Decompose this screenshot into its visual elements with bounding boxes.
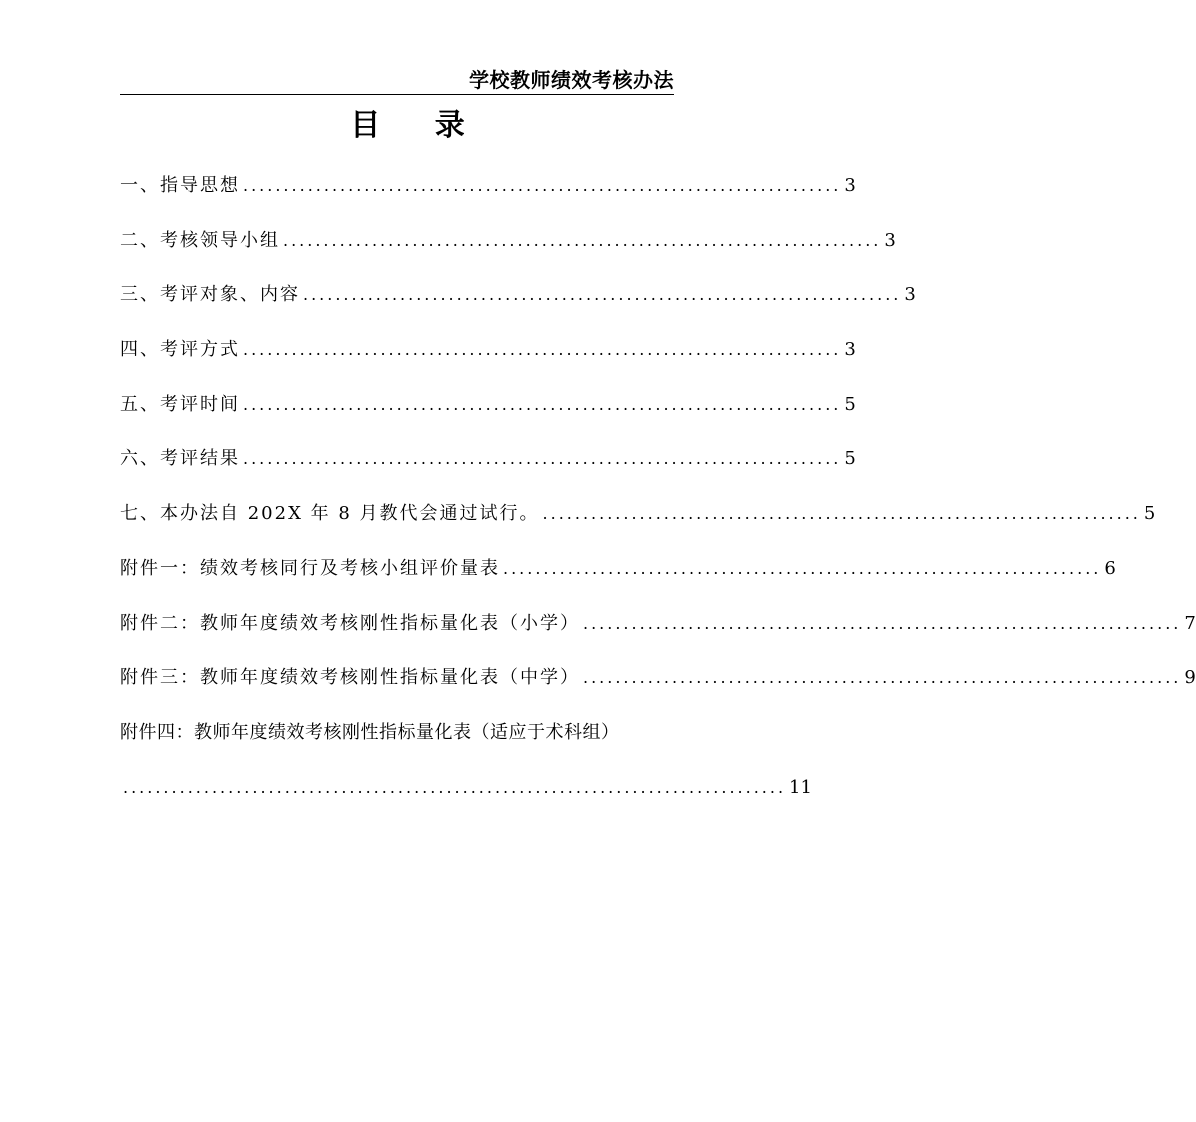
toc-entry-label: 附件一：绩效考核同行及考核小组评价量表 [120, 557, 500, 579]
toc-entry-label: 五、考评时间 [120, 393, 240, 415]
dot-leader: .......................................................................... [243, 340, 842, 360]
toc-entry[interactable] [120, 225, 896, 280]
toc-entry-label: 附件三：教师年度绩效考核刚性指标量化表（中学） [120, 667, 580, 689]
toc-entry-page: 3 [844, 339, 856, 361]
toc-entry-label: 六、考评结果 [120, 448, 240, 470]
toc-entry-page: 3 [904, 284, 916, 306]
toc-entry[interactable] [120, 443, 856, 498]
toc-entry[interactable] [120, 334, 856, 389]
toc-heading: 目 录 [350, 108, 487, 143]
toc-entry[interactable] [120, 170, 856, 225]
toc-entry-label: 三、考评对象、内容 [120, 284, 300, 306]
document-title: 学校教师绩效考核办法 [469, 68, 674, 92]
dot-leader: .......................................................................... [303, 285, 902, 305]
dot-leader: .......................................................................... [503, 558, 1102, 578]
toc-entry[interactable] [120, 279, 916, 334]
toc-entry-label: 附件四：教师年度绩效考核刚性指标量化表（适应于术科组） [120, 721, 620, 743]
toc-entry-label: 一、指导思想 [120, 175, 240, 196]
toc-entry-page: 7 [1184, 612, 1196, 634]
toc-entry[interactable] [120, 389, 856, 444]
toc-entry-continuation[interactable] [120, 772, 812, 827]
toc-entry-page: 5 [844, 448, 856, 470]
dot-leader: .......................................................................... [583, 613, 1182, 633]
toc-entry-page: 3 [884, 229, 896, 251]
toc-entry[interactable] [120, 717, 674, 772]
toc-entry-label: 二、考核领导小组 [120, 229, 280, 251]
toc-entry-label: 附件二：教师年度绩效考核刚性指标量化表（小学） [120, 612, 580, 634]
dot-leader: .......................................................................... [583, 668, 1182, 688]
dot-leader: .......................................................................... [243, 394, 842, 414]
toc-entry-label: 七、本办法自 202X 年 8 月教代会通过试行。 [120, 503, 540, 525]
toc-entry[interactable] [120, 498, 1156, 553]
toc-entry-page: 6 [1104, 557, 1116, 579]
toc-entry-page: 5 [1143, 503, 1156, 525]
toc-entry-label: 四、考评方式 [120, 339, 240, 361]
toc-entry-page: 5 [844, 393, 856, 415]
table-of-contents [120, 170, 1196, 826]
toc-entry[interactable] [120, 553, 1116, 608]
toc-entry-page: 11 [789, 776, 812, 798]
dot-leader: .......................................................................... [542, 504, 1141, 524]
toc-entry-page: 3 [844, 175, 856, 196]
dot-leader: .................................................................................. [123, 777, 787, 797]
toc-entry[interactable] [120, 662, 1196, 717]
dot-leader: .......................................................................... [283, 230, 882, 250]
dot-leader: .......................................................................... [243, 449, 842, 469]
toc-entry-page: 9 [1184, 667, 1196, 689]
page-header [120, 60, 674, 95]
toc-entry[interactable] [120, 608, 1196, 663]
dot-leader: .......................................................................... [243, 176, 842, 195]
